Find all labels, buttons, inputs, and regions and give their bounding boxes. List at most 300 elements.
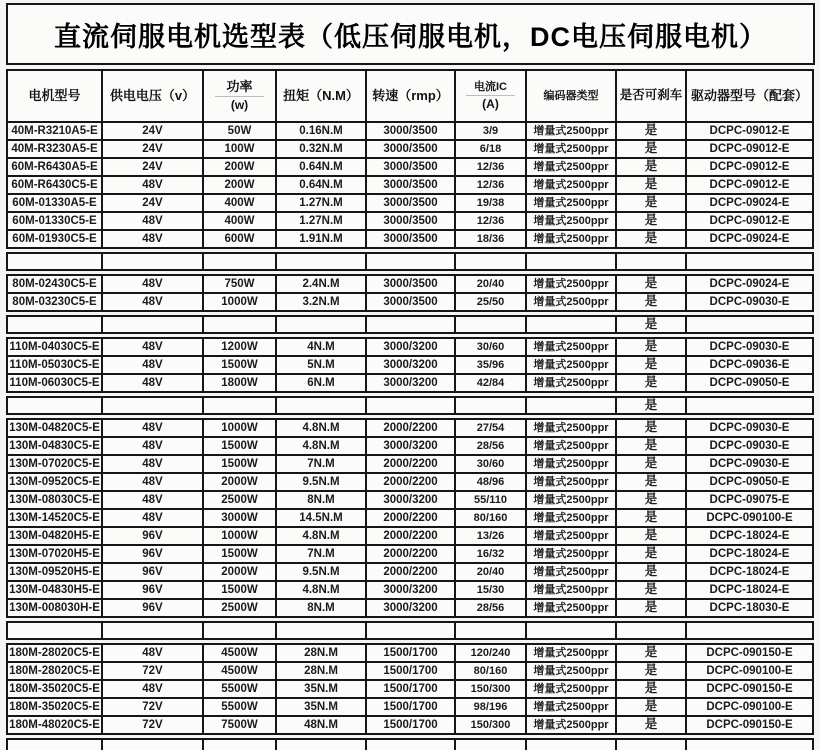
table-cell-speed: 3000/3200 <box>367 375 456 393</box>
header-divider-line <box>215 96 265 97</box>
column-header-current <box>456 71 527 123</box>
table-cell-model: 130M-14520C5-E <box>8 510 103 528</box>
table-cell-encoder: 增量式2500ppr <box>527 375 617 393</box>
table-cell-brake: 是 <box>617 663 687 681</box>
separator-cell-speed <box>367 254 456 271</box>
table-cell-voltage: 48V <box>103 474 204 492</box>
table-cell-current: 35/96 <box>456 357 527 375</box>
table-cell-driver: DCPC-090150-E <box>687 645 814 663</box>
separator-cell-encoder <box>527 623 617 640</box>
table-cell-current: 3/9 <box>456 123 527 141</box>
separator-cell-model <box>8 740 103 750</box>
separator-cell-speed <box>367 398 456 415</box>
table-cell-voltage: 48V <box>103 492 204 510</box>
table-cell-voltage: 24V <box>103 141 204 159</box>
table-cell-brake: 是 <box>617 600 687 618</box>
table-cell-encoder: 增量式2500ppr <box>527 528 617 546</box>
table-row <box>8 231 814 249</box>
table-cell-driver: DCPC-09012-E <box>687 213 814 231</box>
table-cell-torque: 9.5N.M <box>277 564 367 582</box>
table-cell-power: 2000W <box>204 564 277 582</box>
table-row <box>8 420 814 438</box>
table-cell-torque: 2.4N.M <box>277 276 367 294</box>
table-cell-model: 130M-09520H5-E <box>8 564 103 582</box>
table-cell-current: 6/18 <box>456 141 527 159</box>
separator-cell-torque <box>277 398 367 415</box>
table-cell-model: 80M-02430C5-E <box>8 276 103 294</box>
table-cell-encoder: 增量式2500ppr <box>527 339 617 357</box>
separator-cell-current <box>456 317 527 334</box>
table-cell-current: 55/110 <box>456 492 527 510</box>
table-row <box>8 582 814 600</box>
table-cell-power: 1000W <box>204 420 277 438</box>
table-cell-torque: 4.8N.M <box>277 438 367 456</box>
table-cell-torque: 8N.M <box>277 600 367 618</box>
separator-cell-speed <box>367 623 456 640</box>
table-cell-power: 400W <box>204 195 277 213</box>
table-cell-brake: 是 <box>617 357 687 375</box>
table-cell-torque: 4.8N.M <box>277 420 367 438</box>
separator-cell-voltage <box>103 398 204 415</box>
table-cell-speed: 1500/1700 <box>367 681 456 699</box>
table-cell-model: 110M-06030C5-E <box>8 375 103 393</box>
table-cell-current: 20/40 <box>456 564 527 582</box>
table-cell-power: 4500W <box>204 645 277 663</box>
table-section <box>6 274 814 312</box>
table-cell-driver: DCPC-09024-E <box>687 231 814 249</box>
table-cell-torque: 0.32N.M <box>277 141 367 159</box>
separator-cell-power <box>204 740 277 750</box>
table-cell-encoder: 增量式2500ppr <box>527 195 617 213</box>
table-cell-current: 12/36 <box>456 213 527 231</box>
table-cell-driver: DCPC-18024-E <box>687 582 814 600</box>
column-header-torque <box>277 71 367 123</box>
column-header-label: 电流IC <box>474 80 507 93</box>
table-cell-torque: 0.64N.M <box>277 159 367 177</box>
table-cell-voltage: 48V <box>103 510 204 528</box>
column-header-label: 扭矩（N.M） <box>283 87 359 103</box>
table-cell-driver: DCPC-090150-E <box>687 681 814 699</box>
table-cell-brake: 是 <box>617 420 687 438</box>
table-row <box>8 438 814 456</box>
table-cell-voltage: 96V <box>103 564 204 582</box>
table-cell-brake: 是 <box>617 177 687 195</box>
table-cell-current: 48/96 <box>456 474 527 492</box>
table-cell-driver: DCPC-09012-E <box>687 123 814 141</box>
table-row <box>8 213 814 231</box>
table-cell-brake: 是 <box>617 339 687 357</box>
table-cell-driver: DCPC-09036-E <box>687 357 814 375</box>
table-cell-brake: 是 <box>617 528 687 546</box>
table-cell-model: 180M-28020C5-E <box>8 645 103 663</box>
separator-row <box>8 254 814 271</box>
table-cell-power: 1000W <box>204 528 277 546</box>
table-cell-voltage: 48V <box>103 339 204 357</box>
table-cell-voltage: 24V <box>103 123 204 141</box>
table-cell-voltage: 24V <box>103 195 204 213</box>
table-cell-power: 7500W <box>204 717 277 735</box>
table-cell-encoder: 增量式2500ppr <box>527 177 617 195</box>
table-cell-driver: DCPC-09030-E <box>687 339 814 357</box>
table-cell-brake: 是 <box>617 294 687 312</box>
table-cell-brake: 是 <box>617 510 687 528</box>
table-cell-driver: DCPC-09050-E <box>687 474 814 492</box>
table-row <box>8 528 814 546</box>
separator-cell-voltage <box>103 254 204 271</box>
table-cell-speed: 1500/1700 <box>367 699 456 717</box>
table-cell-encoder: 增量式2500ppr <box>527 492 617 510</box>
separator-row <box>8 398 814 415</box>
table-cell-power: 5500W <box>204 699 277 717</box>
table-cell-torque: 1.27N.M <box>277 195 367 213</box>
table-cell-model: 60M-01330C5-E <box>8 213 103 231</box>
separator-cell-voltage <box>103 317 204 334</box>
separator-cell-brake <box>617 254 687 271</box>
table-cell-encoder: 增量式2500ppr <box>527 276 617 294</box>
table-cell-encoder: 增量式2500ppr <box>527 357 617 375</box>
table-row <box>8 177 814 195</box>
table-cell-current: 19/38 <box>456 195 527 213</box>
table-row <box>8 294 814 312</box>
table-cell-current: 18/36 <box>456 231 527 249</box>
table-cell-torque: 35N.M <box>277 699 367 717</box>
header-divider-line <box>466 95 514 96</box>
table-cell-encoder: 增量式2500ppr <box>527 474 617 492</box>
table-cell-voltage: 48V <box>103 438 204 456</box>
table-cell-voltage: 48V <box>103 645 204 663</box>
table-cell-power: 1800W <box>204 375 277 393</box>
table-row <box>8 663 814 681</box>
separator-cell-torque <box>277 623 367 640</box>
table-cell-brake: 是 <box>617 231 687 249</box>
table-cell-speed: 3000/3200 <box>367 492 456 510</box>
table-cell-driver: DCPC-18024-E <box>687 564 814 582</box>
table-row <box>8 339 814 357</box>
table-cell-encoder: 增量式2500ppr <box>527 699 617 717</box>
table-cell-voltage: 48V <box>103 231 204 249</box>
table-cell-model: 110M-05030C5-E <box>8 357 103 375</box>
table-cell-power: 1500W <box>204 456 277 474</box>
table-cell-speed: 2000/2200 <box>367 420 456 438</box>
table-cell-driver: DCPC-18030-E <box>687 600 814 618</box>
table-cell-torque: 5N.M <box>277 357 367 375</box>
table-cell-model: 130M-07020C5-E <box>8 456 103 474</box>
column-header-label: 驱动器型号（配套） <box>690 87 808 103</box>
table-cell-speed: 3000/3500 <box>367 159 456 177</box>
table-cell-torque: 1.27N.M <box>277 213 367 231</box>
table-cell-torque: 4.8N.M <box>277 582 367 600</box>
table-cell-current: 150/300 <box>456 717 527 735</box>
table-cell-current: 12/36 <box>456 159 527 177</box>
table-row <box>8 510 814 528</box>
table-cell-brake: 是 <box>617 195 687 213</box>
separator-cell-driver <box>687 317 814 334</box>
motor-table <box>6 69 815 750</box>
table-row <box>8 600 814 618</box>
table-cell-speed: 3000/3500 <box>367 294 456 312</box>
table-cell-current: 16/32 <box>456 546 527 564</box>
table-cell-encoder: 增量式2500ppr <box>527 564 617 582</box>
table-section <box>6 418 814 618</box>
table-cell-model: 180M-28020C5-E <box>8 663 103 681</box>
table-cell-speed: 3000/3200 <box>367 357 456 375</box>
separator-cell-speed <box>367 317 456 334</box>
column-header-speed <box>367 71 456 123</box>
table-cell-model: 80M-03230C5-E <box>8 294 103 312</box>
table-row <box>8 645 814 663</box>
separator-cell-current <box>456 398 527 415</box>
table-cell-voltage: 96V <box>103 600 204 618</box>
separator-cell-voltage <box>103 623 204 640</box>
table-cell-current: 15/30 <box>456 582 527 600</box>
table-cell-brake: 是 <box>617 681 687 699</box>
table-cell-driver: DCPC-09012-E <box>687 159 814 177</box>
table-cell-torque: 35N.M <box>277 681 367 699</box>
table-cell-current: 28/56 <box>456 438 527 456</box>
page-title: 直流伺服电机选型表（低压伺服电机，DC电压伺服电机） <box>6 3 815 65</box>
table-cell-voltage: 24V <box>103 159 204 177</box>
table-cell-encoder: 增量式2500ppr <box>527 510 617 528</box>
table-cell-speed: 3000/3500 <box>367 177 456 195</box>
separator-cell-power <box>204 623 277 640</box>
table-cell-speed: 3000/3500 <box>367 141 456 159</box>
table-cell-power: 2000W <box>204 474 277 492</box>
table-cell-encoder: 增量式2500ppr <box>527 600 617 618</box>
table-row <box>8 456 814 474</box>
table-cell-speed: 1500/1700 <box>367 663 456 681</box>
table-cell-brake: 是 <box>617 141 687 159</box>
table-cell-voltage: 72V <box>103 663 204 681</box>
table-cell-encoder: 增量式2500ppr <box>527 681 617 699</box>
separator-cell-current <box>456 740 527 750</box>
table-cell-encoder: 增量式2500ppr <box>527 294 617 312</box>
table-cell-power: 200W <box>204 177 277 195</box>
separator-cell-driver <box>687 740 814 750</box>
table-cell-encoder: 增量式2500ppr <box>527 717 617 735</box>
table-cell-torque: 1.91N.M <box>277 231 367 249</box>
separator-cell-model <box>8 623 103 640</box>
table-cell-torque: 7N.M <box>277 456 367 474</box>
table-cell-model: 130M-04830H5-E <box>8 582 103 600</box>
table-cell-driver: DCPC-18024-E <box>687 528 814 546</box>
table-cell-brake: 是 <box>617 375 687 393</box>
table-cell-encoder: 增量式2500ppr <box>527 645 617 663</box>
table-row <box>8 123 814 141</box>
table-cell-speed: 3000/3500 <box>367 213 456 231</box>
column-header-label: 转速（rmp） <box>372 87 449 103</box>
table-cell-torque: 8N.M <box>277 492 367 510</box>
table-cell-current: 150/300 <box>456 681 527 699</box>
separator-cell-power <box>204 317 277 334</box>
separator-row <box>8 317 814 334</box>
table-cell-brake: 是 <box>617 438 687 456</box>
separator-cell-current <box>456 254 527 271</box>
separator-cell-power <box>204 398 277 415</box>
table-cell-model: 180M-35020C5-E <box>8 699 103 717</box>
table-cell-model: 180M-48020C5-E <box>8 717 103 735</box>
table-cell-speed: 3000/3200 <box>367 438 456 456</box>
table-cell-torque: 4N.M <box>277 339 367 357</box>
table-row <box>8 159 814 177</box>
table-cell-encoder: 增量式2500ppr <box>527 420 617 438</box>
separator-section <box>6 738 814 750</box>
table-cell-brake: 是 <box>617 717 687 735</box>
table-cell-driver: DCPC-09030-E <box>687 294 814 312</box>
table-cell-speed: 2000/2200 <box>367 546 456 564</box>
table-cell-torque: 48N.M <box>277 717 367 735</box>
table-row <box>8 141 814 159</box>
table-row <box>8 717 814 735</box>
separator-cell-encoder <box>527 317 617 334</box>
table-cell-voltage: 48V <box>103 375 204 393</box>
table-row <box>8 375 814 393</box>
table-cell-model: 130M-04820C5-E <box>8 420 103 438</box>
column-header-label: 编码器类型 <box>543 89 599 102</box>
table-cell-brake: 是 <box>617 123 687 141</box>
separator-cell-brake <box>617 740 687 750</box>
separator-cell-encoder <box>527 740 617 750</box>
table-cell-voltage: 96V <box>103 546 204 564</box>
table-cell-encoder: 增量式2500ppr <box>527 438 617 456</box>
separator-cell-power <box>204 254 277 271</box>
table-cell-current: 42/84 <box>456 375 527 393</box>
table-cell-torque: 0.64N.M <box>277 177 367 195</box>
table-cell-brake: 是 <box>617 474 687 492</box>
separator-cell-torque <box>277 317 367 334</box>
table-cell-speed: 3000/3500 <box>367 123 456 141</box>
table-cell-voltage: 72V <box>103 699 204 717</box>
table-cell-voltage: 48V <box>103 276 204 294</box>
table-cell-current: 27/54 <box>456 420 527 438</box>
column-header-voltage <box>103 71 204 123</box>
table-cell-model: 40M-R3230A5-E <box>8 141 103 159</box>
table-section <box>6 69 814 249</box>
table-cell-voltage: 72V <box>103 717 204 735</box>
separator-cell-encoder <box>527 398 617 415</box>
table-cell-driver: DCPC-090100-E <box>687 663 814 681</box>
column-header-power <box>204 71 277 123</box>
table-cell-torque: 7N.M <box>277 546 367 564</box>
table-cell-power: 750W <box>204 276 277 294</box>
separator-section <box>6 252 814 271</box>
separator-cell-current <box>456 623 527 640</box>
separator-cell-driver <box>687 254 814 271</box>
table-cell-torque: 3.2N.M <box>277 294 367 312</box>
table-cell-power: 50W <box>204 123 277 141</box>
table-cell-current: 13/26 <box>456 528 527 546</box>
table-cell-brake: 是 <box>617 213 687 231</box>
table-cell-voltage: 96V <box>103 528 204 546</box>
separator-row <box>8 623 814 640</box>
table-cell-model: 130M-008030H-E <box>8 600 103 618</box>
table-cell-model: 130M-04830C5-E <box>8 438 103 456</box>
table-cell-model: 60M-R6430C5-E <box>8 177 103 195</box>
table-cell-torque: 4.8N.M <box>277 528 367 546</box>
table-cell-power: 1500W <box>204 438 277 456</box>
table-cell-speed: 3000/3500 <box>367 195 456 213</box>
table-cell-power: 2500W <box>204 600 277 618</box>
table-cell-current: 28/56 <box>456 600 527 618</box>
table-cell-brake: 是 <box>617 159 687 177</box>
column-header-sublabel: (w) <box>230 98 249 113</box>
table-cell-current: 98/196 <box>456 699 527 717</box>
table-cell-voltage: 48V <box>103 357 204 375</box>
column-header-driver <box>687 71 814 123</box>
table-cell-speed: 1500/1700 <box>367 645 456 663</box>
table-cell-model: 130M-08030C5-E <box>8 492 103 510</box>
table-row <box>8 195 814 213</box>
table-cell-speed: 3000/3200 <box>367 600 456 618</box>
separator-row <box>8 740 814 750</box>
table-cell-model: 130M-04820H5-E <box>8 528 103 546</box>
table-cell-model: 60M-01930C5-E <box>8 231 103 249</box>
table-cell-current: 120/240 <box>456 645 527 663</box>
table-cell-encoder: 增量式2500ppr <box>527 231 617 249</box>
table-cell-power: 3000W <box>204 510 277 528</box>
table-cell-driver: DCPC-090150-E <box>687 717 814 735</box>
table-header-row <box>8 71 814 123</box>
table-row <box>8 492 814 510</box>
separator-section <box>6 396 814 415</box>
table-cell-encoder: 增量式2500ppr <box>527 123 617 141</box>
table-cell-voltage: 48V <box>103 294 204 312</box>
table-cell-voltage: 48V <box>103 213 204 231</box>
table-cell-driver: DCPC-09012-E <box>687 141 814 159</box>
column-header-label: 电机型号 <box>28 87 81 103</box>
table-cell-model: 130M-07020H5-E <box>8 546 103 564</box>
table-cell-brake: 是 <box>617 276 687 294</box>
table-cell-current: 80/160 <box>456 663 527 681</box>
table-cell-brake: 是 <box>617 582 687 600</box>
table-cell-power: 600W <box>204 231 277 249</box>
separator-cell-speed <box>367 740 456 750</box>
table-cell-encoder: 增量式2500ppr <box>527 663 617 681</box>
table-cell-power: 1000W <box>204 294 277 312</box>
table-row <box>8 357 814 375</box>
table-cell-current: 20/40 <box>456 276 527 294</box>
table-cell-voltage: 48V <box>103 420 204 438</box>
table-cell-encoder: 增量式2500ppr <box>527 456 617 474</box>
separator-cell-model <box>8 317 103 334</box>
table-cell-voltage: 96V <box>103 582 204 600</box>
table-row <box>8 474 814 492</box>
table-cell-power: 100W <box>204 141 277 159</box>
separator-section <box>6 621 814 640</box>
separator-cell-driver <box>687 623 814 640</box>
table-cell-encoder: 增量式2500ppr <box>527 546 617 564</box>
table-cell-model: 40M-R3210A5-E <box>8 123 103 141</box>
table-cell-speed: 2000/2200 <box>367 510 456 528</box>
table-cell-brake: 是 <box>617 699 687 717</box>
table-cell-encoder: 增量式2500ppr <box>527 213 617 231</box>
table-cell-current: 12/36 <box>456 177 527 195</box>
table-cell-power: 400W <box>204 213 277 231</box>
table-cell-torque: 14.5N.M <box>277 510 367 528</box>
table-cell-encoder: 增量式2500ppr <box>527 141 617 159</box>
table-cell-speed: 2000/2200 <box>367 528 456 546</box>
table-cell-current: 80/160 <box>456 510 527 528</box>
table-cell-power: 200W <box>204 159 277 177</box>
column-header-label: 是否可刹车 <box>619 88 683 103</box>
separator-cell-brake: 是 <box>617 317 687 334</box>
table-cell-driver: DCPC-090100-E <box>687 510 814 528</box>
table-cell-torque: 28N.M <box>277 663 367 681</box>
table-cell-torque: 6N.M <box>277 375 367 393</box>
table-cell-model: 180M-35020C5-E <box>8 681 103 699</box>
table-cell-current: 30/60 <box>456 456 527 474</box>
table-cell-brake: 是 <box>617 564 687 582</box>
table-cell-voltage: 48V <box>103 177 204 195</box>
